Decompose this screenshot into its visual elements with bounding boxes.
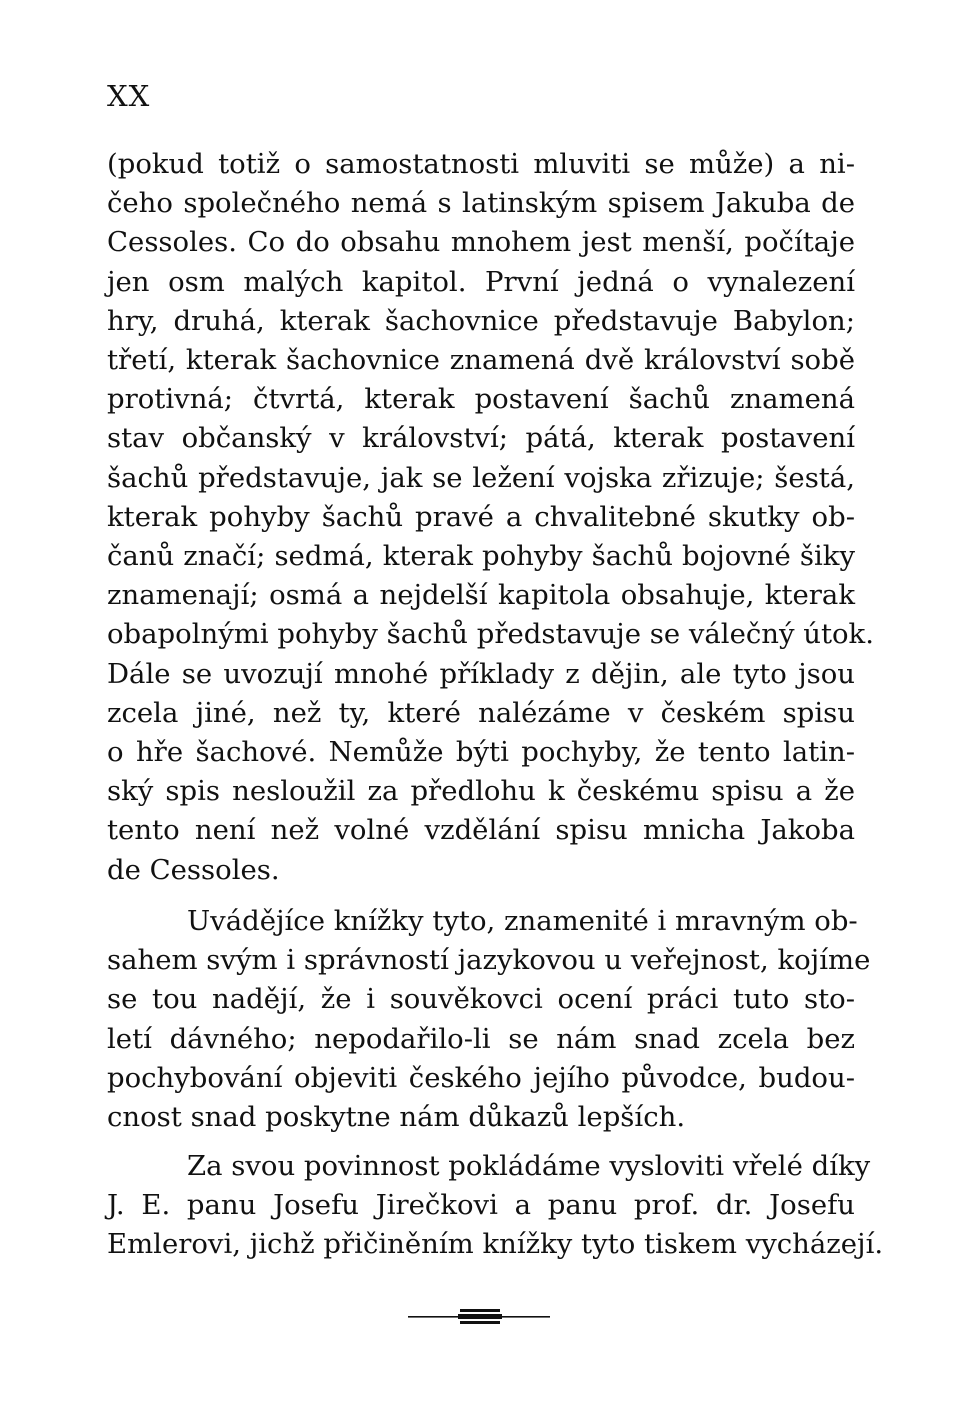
text-line: stav občanský v království; pátá, kterak postavení	[107, 422, 855, 455]
text-line: se tou nadějí, že i souvěkovci ocení práci tuto sto-	[107, 983, 855, 1016]
text-line: třetí, kterak šachovnice znamená dvě království sobě	[107, 344, 855, 377]
paragraph-2	[107, 902, 871, 1137]
text-line: Dále se uvozují mnohé příklady z dějin, ale tyto jsou	[107, 657, 855, 690]
text-line: pochybování objeviti českého jejího původce, budou-	[107, 1061, 855, 1094]
text-line: tento není než volné vzdělání spisu mnicha Jakoba	[107, 814, 855, 847]
text-line: kterak pohyby šachů pravé a chvalitebné skutky ob-	[107, 500, 855, 533]
page-number: XX	[107, 79, 151, 113]
text-line: obapolnými pohyby šachů představuje se válečný útok.	[107, 618, 874, 651]
text-line: sahem svým i správností jazykovou u veřejnost, kojíme	[107, 944, 871, 977]
text-line: de Cessoles.	[107, 853, 280, 886]
text-line: čanů značí; sedmá, kterak pohyby šachů bojovné šiky	[107, 540, 855, 573]
text-line: hry, druhá, kterak šachovnice představuje Babylon;	[107, 304, 855, 337]
paragraph-3	[107, 1147, 884, 1265]
text-line: Uvádějíce knížky tyto, znamenité i mravným ob-	[187, 905, 858, 937]
text-line: (pokud totiž o samostatnosti mluviti se může) a ni-	[107, 148, 855, 180]
text-line: Emlerovi, jichž přičiněním knížky tyto tiskem vycházejí.	[107, 1228, 884, 1261]
text-line: J. E. panu Josefu Jirečkovi a panu prof. dr. Josefu	[107, 1189, 855, 1222]
text-line: jen osm malých kapitol. První jedná o vynalezení	[107, 265, 855, 298]
end-rule-ornament-icon	[408, 1306, 550, 1328]
text-line: letí dávného; nepodařilo-li se nám snad zcela bez	[107, 1022, 855, 1055]
text-line: cnost snad poskytne nám důkazů lepších.	[107, 1101, 686, 1134]
paragraph-1	[107, 145, 874, 890]
text-line: ský spis nesloužil za předlohu k českému spisu a že	[107, 775, 855, 808]
text-line: protivná; čtvrtá, kterak postavení šachů znamená	[107, 383, 855, 416]
text-line: znamenají; osmá a nejdelší kapitola obsahuje, kterak	[107, 579, 855, 612]
text-line: Za svou povinnost pokládáme vysloviti vřelé díky	[187, 1150, 871, 1182]
text-line: zcela jiné, než ty, které nalézáme v českém spisu	[107, 696, 855, 729]
text-line: o hře šachové. Nemůže býti pochyby, že tento latin-	[107, 736, 855, 769]
text-line: šachů představuje, jak se ležení vojska zřizuje; šestá,	[107, 461, 855, 494]
text-line: čeho společného nemá s latinským spisem Jakuba de	[107, 187, 855, 220]
text-line: Cessoles. Co do obsahu mnohem jest menší, počítaje	[107, 226, 855, 259]
